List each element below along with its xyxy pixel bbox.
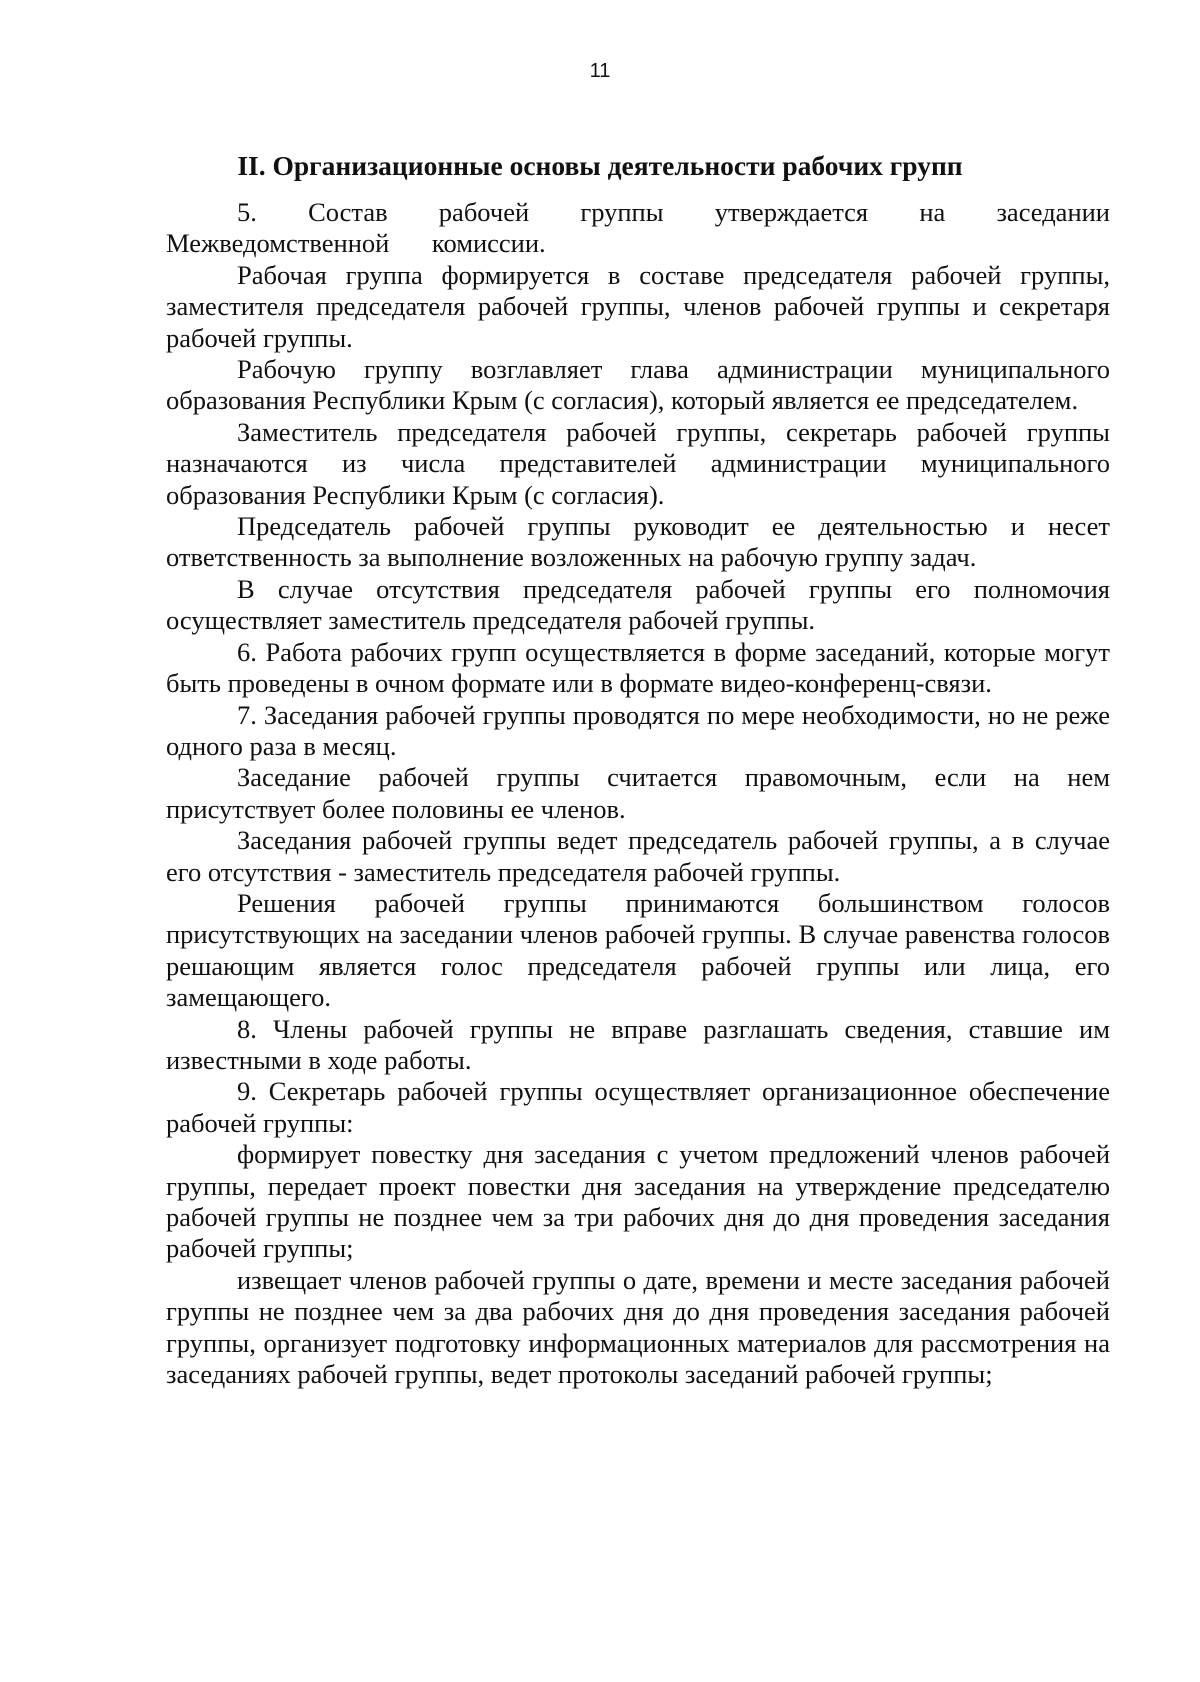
paragraph-group-head: Рабочую группу возглавляет глава администрации муниципального образования Республики Крым (с согласия), который является ее председателем. [166,354,1110,416]
paragraph-deputy-secretary: Заместитель председателя рабочей группы, секретарь рабочей группы назначаются из числа представителей администрации муниципального образования Республики Крым (с согласия). [166,416,1110,510]
paragraph-notification: извещает членов рабочей группы о дате, времени и месте заседания рабочей группы не позднее чем за два рабочих дня до дня проведения заседания рабочей группы, организует подготовку информационных материалов для рассмотрения на заседаниях рабочей группы, ведет протоколы заседаний рабочей группы; [166,1264,1110,1390]
page-number: 11 [589,60,611,82]
paragraph-5-composition: 5. Состав рабочей группы утверждается на заседании Межведомственной комиссии. [166,197,1110,259]
paragraph-decisions: Решения рабочей группы принимаются большинством голосов присутствующих на заседании членов рабочей группы. В случае равенства голосов решающим является голос председателя рабочей группы или лица, его замещающего. [166,887,1110,1013]
paragraph-meeting-chair: Заседания рабочей группы ведет председатель рабочей группы, а в случае его отсутствия - заместитель председателя рабочей группы. [166,825,1110,887]
document-body [166,197,1110,1390]
paragraph-group-composition: Рабочая группа формируется в составе председателя рабочей группы, заместителя председателя рабочей группы, членов рабочей группы и секретаря рабочей группы. [166,259,1110,353]
paragraph-7-meetings-frequency: 7. Заседания рабочей группы проводятся по мере необходимости, но не реже одного раза в месяц. [166,699,1110,761]
paragraph-6-meetings-form: 6. Работа рабочих групп осуществляется в форме заседаний, которые могут быть проведены в очном формате или в формате видео-конференц-связи. [166,636,1110,699]
paragraph-agenda: формирует повестку дня заседания с учетом предложений членов рабочей группы, передает проект повестки дня заседания на утверждение председателю рабочей группы не позднее чем за три рабочих дня до дня проведения заседания рабочей группы; [166,1139,1110,1264]
paragraph-9-secretary: 9. Секретарь рабочей группы осуществляет организационное обеспечение рабочей группы: [166,1076,1110,1138]
paragraph-quorum: Заседание рабочей группы считается правомочным, если на нем присутствует более половины ее членов. [166,762,1110,824]
paragraph-chair-responsibility: Председатель рабочей группы руководит ее деятельностью и несет ответственность за выполнение возложенных на рабочую группу задач. [166,511,1110,573]
paragraph-8-confidentiality: 8. Члены рабочей группы не вправе разглашать сведения, ставшие им известными в ходе работы. [166,1013,1110,1075]
paragraph-chair-absence: В случае отсутствия председателя рабочей группы его полномочия осуществляет заместитель председателя рабочей группы. [166,573,1110,636]
section-title: II. Организационные основы деятельности рабочих групп [237,150,963,181]
